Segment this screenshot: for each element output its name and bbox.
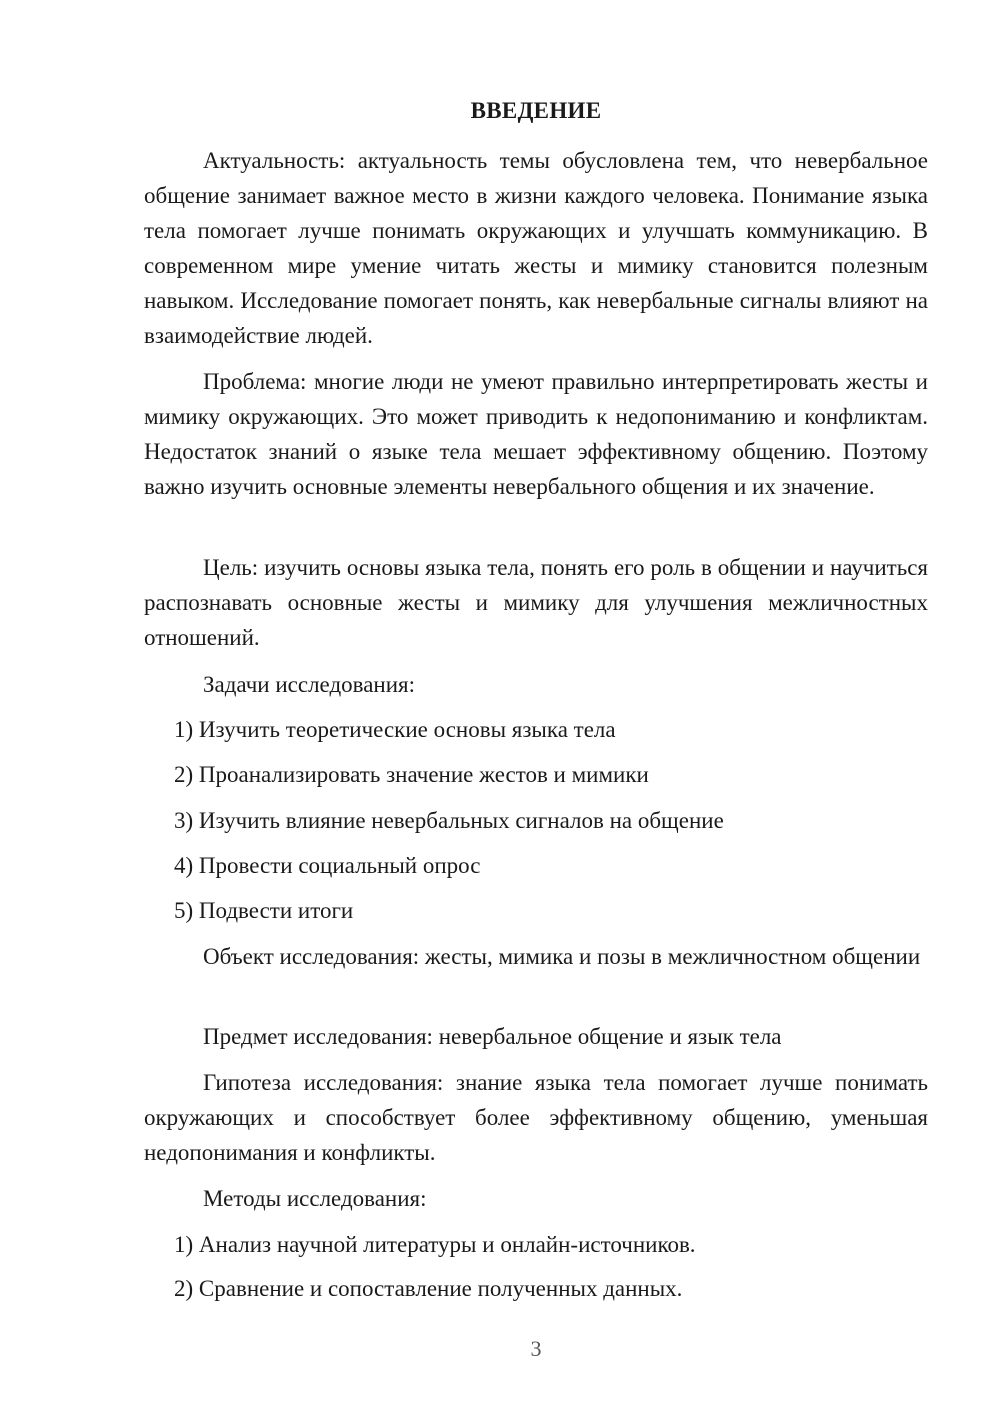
object-paragraph: Объект исследования: жесты, мимика и позы в межличностном общении [203,944,921,969]
list-item: 1) Изучить теоретические основы языка тела [174,717,616,742]
methods-heading: Методы исследования: [203,1186,427,1211]
tasks-heading: Задачи исследования: [203,672,416,697]
list-item: 5) Подвести итоги [174,898,354,923]
page-title: ВВЕДЕНИЕ [470,98,602,123]
problem-paragraph: Проблема: многие люди не умеют правильно интерпретировать жесты и мимику окружающих. Это может приводить к недопониманию и конфликтам. Недостаток знаний о языке тела мешает эффективному общению. Поэтому важно изучить основные элементы невербального общения и их значение. [144,369,928,499]
page-number: 3 [530,1336,542,1361]
list-item: 3) Изучить влияние невербальных сигналов на общение [174,808,724,833]
subject-paragraph: Предмет исследования: невербальное общение и язык тела [203,1024,782,1049]
relevance-paragraph: Актуальность: актуальность темы обусловлена тем, что невербальное общение занимает важное место в жизни каждого человека. Понимание языка тела помогает лучше понимать окружающих и улучшать коммуникацию. В современном мире умение читать жесты и мимику становится полезным навыком. Исследование помогает понять, как невербальные сигналы влияют на взаимодействие людей. [144,148,928,348]
list-item: 2) Сравнение и сопоставление полученных данных. [174,1276,683,1301]
goal-paragraph: Цель: изучить основы языка тела, понять его роль в общении и научиться распознавать основные жесты и мимику для улучшения межличностных отношений. [144,555,928,650]
list-item: 2) Проанализировать значение жестов и мимики [174,762,649,787]
hypothesis-paragraph: Гипотеза исследования: знание языка тела помогает лучше понимать окружающих и способствует более эффективному общению, уменьшая недопонимания и конфликты. [144,1070,928,1165]
list-item: 4) Провести социальный опрос [174,853,481,878]
list-item: 1) Анализ научной литературы и онлайн-источников. [174,1232,696,1257]
